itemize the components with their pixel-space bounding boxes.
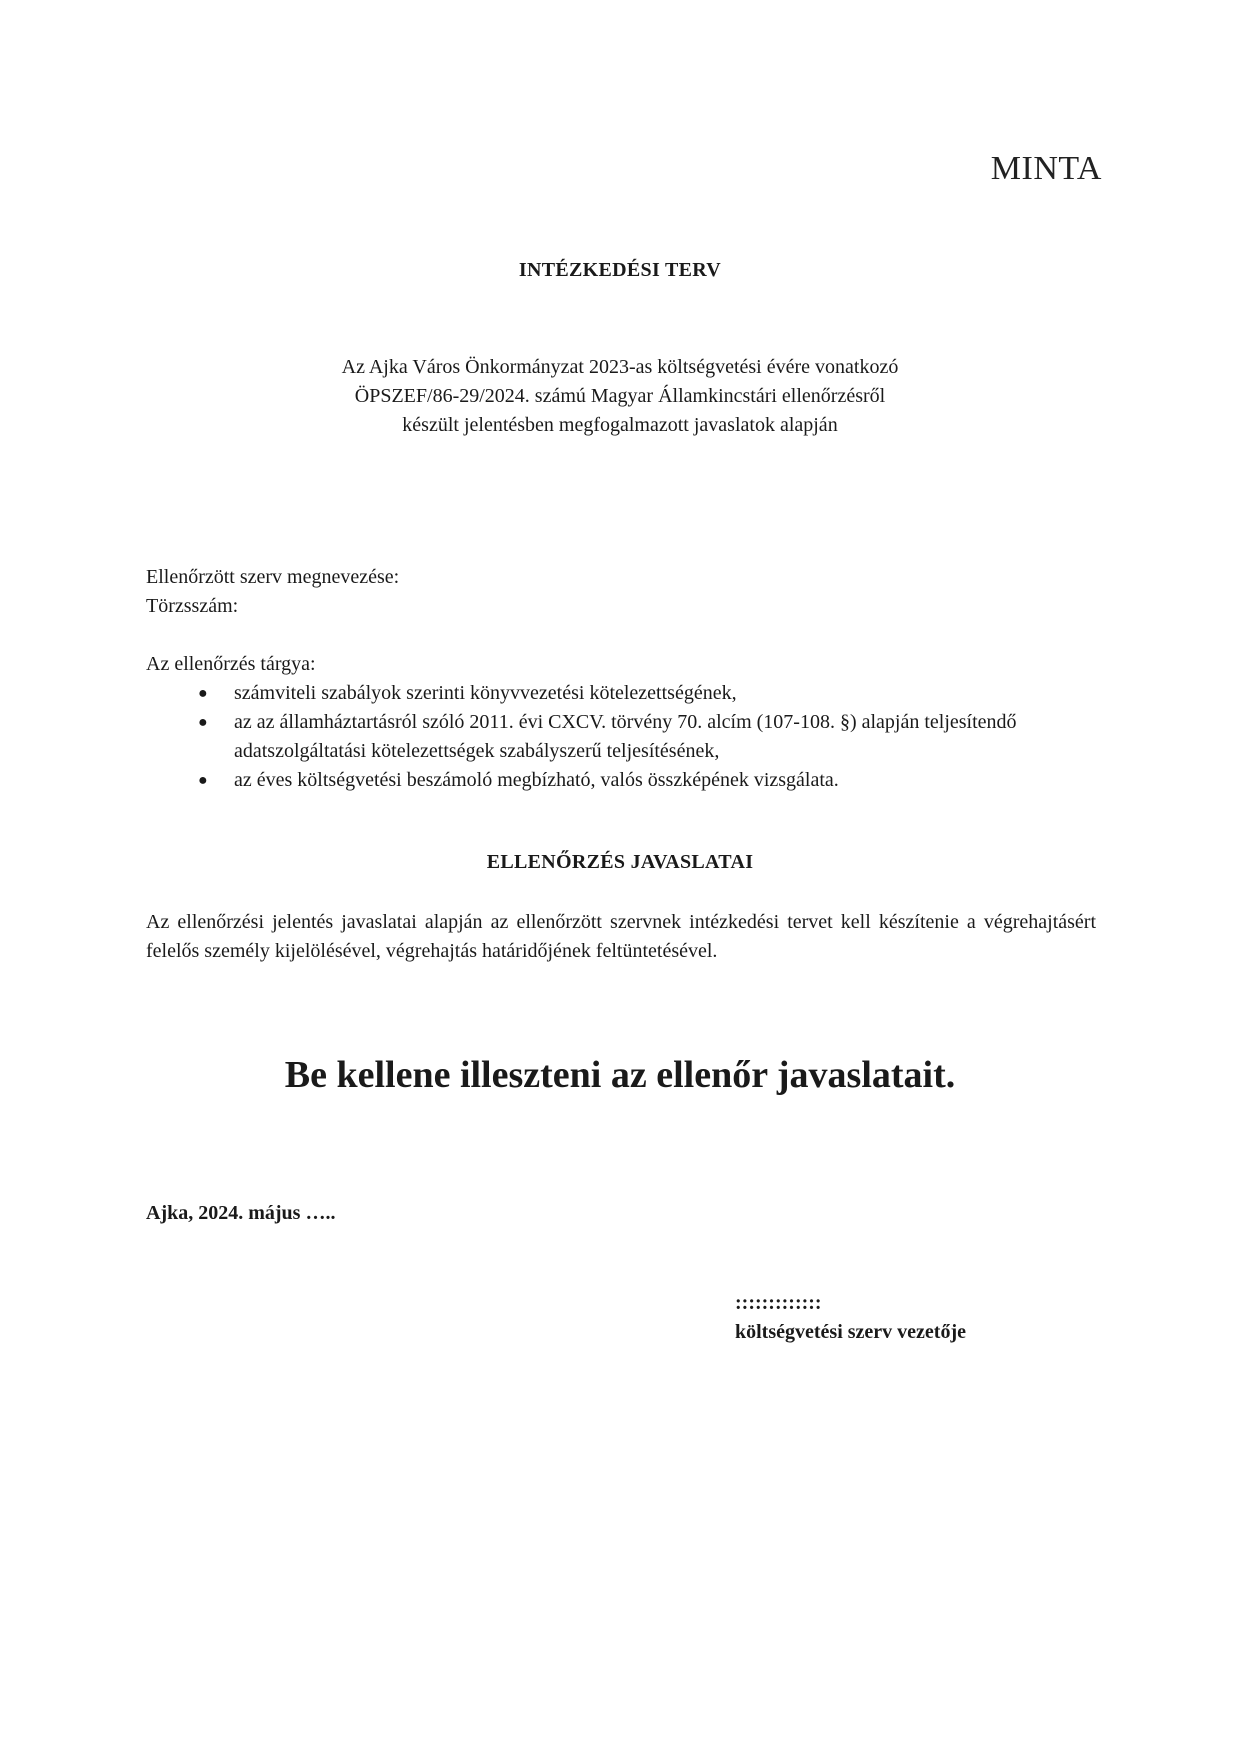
subject-list (146, 679, 1096, 795)
list-item (146, 766, 1096, 795)
org-id-label: Törzsszám: (146, 595, 239, 617)
organization-block (146, 563, 399, 621)
list-item-text: számviteli szabályok szerinti könyvvezetési kötelezettségének, (234, 682, 737, 704)
signature-block (735, 1289, 966, 1347)
list-item (146, 679, 1096, 708)
list-item (146, 708, 1096, 766)
subject-heading: Az ellenőrzés tárgya: (146, 653, 316, 675)
subtitle-line: ÖPSZEF/86-29/2024. számú Magyar Államkincstári ellenőrzésről (354, 385, 886, 407)
recommendations-heading: ELLENŐRZÉS JAVASLATAI (486, 851, 754, 873)
org-name-label: Ellenőrzött szerv megnevezése: (146, 566, 400, 588)
document-subtitle (0, 353, 1240, 440)
place-date: Ajka, 2024. május ….. (146, 1202, 336, 1224)
bullet-icon: ● (198, 685, 208, 702)
bullet-icon: ● (198, 714, 208, 731)
signature-title: költségvetési szerv vezetője (735, 1321, 966, 1343)
sample-stamp: MINTA (990, 150, 1102, 187)
subtitle-line: készült jelentésben megfogalmazott javaslatok alapján (402, 414, 838, 436)
insert-note: Be kellene illeszteni az ellenőr javaslatait. (284, 1054, 956, 1096)
document-title: INTÉZKEDÉSI TERV (518, 259, 722, 281)
signature-dots: ::::::::::::: (735, 1292, 822, 1314)
bullet-icon: ● (198, 772, 208, 789)
subtitle-line: Az Ajka Város Önkormányzat 2023-as költségvetési évére vonatkozó (341, 356, 899, 378)
subject-block (146, 650, 1096, 795)
list-item-text: az éves költségvetési beszámoló megbízható, valós összképének vizsgálata. (234, 769, 839, 791)
recommendations-body: Az ellenőrzési jelentés javaslatai alapján az ellenőrzött szervnek intézkedési tervet kell készítenie a végrehajtásért felelős személy kijelölésével, végrehajtás határidőjének feltüntetésével. (146, 911, 1096, 962)
list-item-text: az az államháztartásról szóló 2011. évi CXCV. törvény 70. alcím (107-108. §) alapján teljesítendő adatszolgáltatási kötelezettségek szabályszerű teljesítésének, (234, 711, 1017, 762)
